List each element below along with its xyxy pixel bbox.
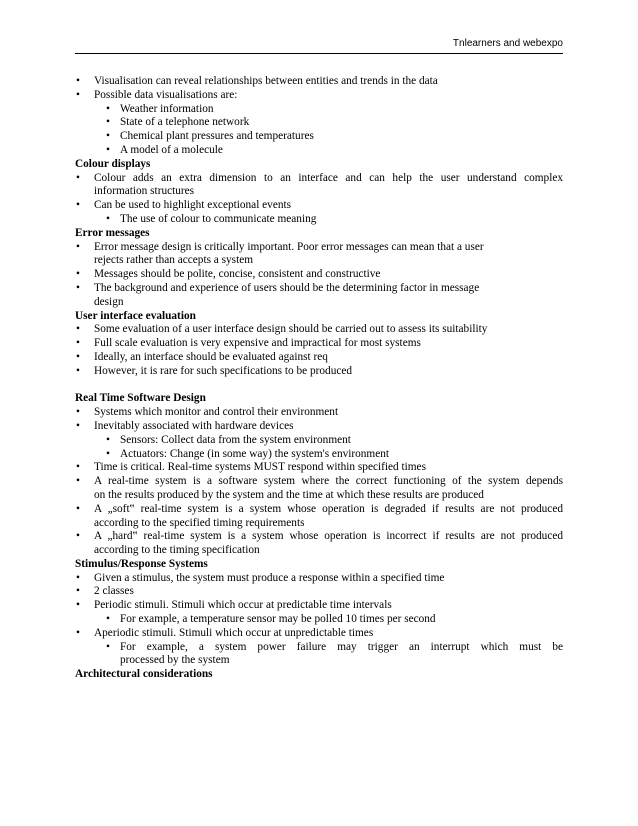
header-rule — [75, 53, 563, 54]
bullet-icon: • — [76, 475, 80, 488]
bullet-item — [75, 461, 563, 475]
bullet-continuation — [75, 489, 563, 503]
line-text: Colour adds an extra dimension to an interface and can help the user understand complex — [94, 171, 563, 184]
bullet-item — [75, 351, 563, 365]
bullet-icon: • — [106, 433, 110, 446]
bullet-icon: • — [76, 461, 80, 474]
line-text: However, it is rare for such specifications to be produced — [94, 364, 353, 377]
bullet-icon: • — [76, 240, 80, 253]
line-text: For example, a temperature sensor may be polled 10 times per second — [120, 613, 436, 626]
section-heading — [75, 558, 563, 572]
bullet-icon: • — [106, 130, 110, 143]
bullet-icon: • — [106, 102, 110, 115]
sub-bullet-item — [75, 434, 563, 448]
line-text: Possible data visualisations are: — [94, 88, 238, 101]
bullet-icon: • — [76, 502, 80, 515]
bullet-icon: • — [76, 364, 80, 377]
line-text: Architectural considerations — [75, 668, 213, 681]
line-text: The background and experience of users should be the determining factor in message — [94, 281, 480, 294]
section-heading — [75, 158, 563, 172]
bullet-icon: • — [106, 640, 110, 653]
line-text: A „hard‟ real-time system is a system whose operation is incorrect if results are not produced — [94, 530, 563, 543]
bullet-icon: • — [76, 323, 80, 336]
section-heading — [75, 392, 563, 406]
line-text: 2 classes — [94, 585, 134, 598]
bullet-icon: • — [76, 585, 80, 598]
bullet-icon: • — [76, 337, 80, 350]
bullet-item — [75, 337, 563, 351]
line-text: The use of colour to communicate meaning — [120, 212, 317, 225]
bullet-icon: • — [76, 171, 80, 184]
line-text: design — [94, 295, 124, 308]
bullet-icon: • — [76, 199, 80, 212]
line-text: Weather information — [120, 102, 214, 115]
line-text: A „soft‟ real-time system is a system whose operation is degraded if results are not produced — [94, 502, 563, 515]
sub-bullet-item — [75, 144, 563, 158]
sub-bullet-item — [75, 130, 563, 144]
bullet-item — [75, 503, 563, 517]
bullet-icon: • — [106, 212, 110, 225]
line-text: Error message design is critically important. Poor error messages can mean that a user — [94, 240, 484, 253]
bullet-item — [75, 89, 563, 103]
bullet-icon: • — [76, 406, 80, 419]
line-text: Sensors: Collect data from the system environment — [120, 433, 351, 446]
bullet-icon: • — [106, 116, 110, 129]
section-heading — [75, 227, 563, 241]
sub-bullet-continuation — [75, 654, 563, 668]
bullet-icon: • — [76, 88, 80, 101]
bullet-icon: • — [76, 599, 80, 612]
bullet-item — [75, 475, 563, 489]
line-text: Time is critical. Real-time systems MUST respond within specified times — [94, 461, 426, 474]
page-header: Tnlearners and webexpo — [452, 38, 563, 49]
line-text: rejects rather than accepts a system — [94, 254, 254, 267]
bullet-icon: • — [76, 571, 80, 584]
line-text: Colour displays — [75, 157, 151, 170]
line-text: processed by the system — [120, 654, 230, 667]
line-text: Full scale evaluation is very expensive and impractical for most systems — [94, 337, 421, 350]
line-text: Some evaluation of a user interface design should be carried out to assess its suitability — [94, 323, 488, 336]
sub-bullet-item — [75, 116, 563, 130]
document-body — [75, 75, 563, 682]
bullet-item — [75, 323, 563, 337]
line-text: A real-time system is a software system where the correct functioning of the system depends — [94, 475, 563, 488]
bullet-icon: • — [76, 530, 80, 543]
bullet-continuation — [75, 296, 563, 310]
line-text: Visualisation can reveal relationships between entities and trends in the data — [94, 75, 438, 87]
bullet-icon: • — [76, 281, 80, 294]
bullet-icon: • — [106, 143, 110, 156]
bullet-item — [75, 75, 563, 89]
line-text: For example, a system power failure may trigger an interrupt which must be — [120, 640, 563, 653]
bullet-item — [75, 530, 563, 544]
line-text: Stimulus/Response Systems — [75, 557, 208, 570]
bullet-item — [75, 282, 563, 296]
section-heading — [75, 310, 563, 324]
line-text: Messages should be polite, concise, consistent and constructive — [94, 268, 381, 281]
line-text: Inevitably associated with hardware devices — [94, 419, 294, 432]
bullet-icon: • — [76, 350, 80, 363]
bullet-icon: • — [76, 419, 80, 432]
bullet-icon: • — [76, 268, 80, 281]
line-text: according to the specified timing requirements — [94, 516, 305, 529]
line-text: Given a stimulus, the system must produce a response within a specified time — [94, 571, 445, 584]
bullet-item — [75, 172, 563, 186]
bullet-item — [75, 365, 563, 379]
bullet-continuation — [75, 517, 563, 531]
sub-bullet-item — [75, 613, 563, 627]
line-text: Aperiodic stimuli. Stimuli which occur at unpredictable times — [94, 626, 374, 639]
line-text: on the results produced by the system and the time at which these results are produced — [94, 488, 484, 501]
bullet-item — [75, 241, 563, 255]
bullet-continuation — [75, 544, 563, 558]
line-text: Actuators: Change (in some way) the system's environment — [120, 447, 390, 460]
bullet-icon: • — [106, 613, 110, 626]
line-text: according to the timing specification — [94, 544, 260, 557]
bullet-item — [75, 627, 563, 641]
bullet-item — [75, 268, 563, 282]
line-text: State of a telephone network — [120, 116, 250, 129]
section-heading — [75, 668, 563, 682]
line-text: information structures — [94, 185, 195, 198]
line-text: Chemical plant pressures and temperatures — [120, 130, 314, 143]
bullet-icon: • — [106, 447, 110, 460]
bullet-continuation — [75, 254, 563, 268]
bullet-item — [75, 406, 563, 420]
sub-bullet-item — [75, 103, 563, 117]
line-text: Can be used to highlight exceptional events — [94, 199, 292, 212]
paragraph-gap — [75, 379, 563, 393]
line-text: Systems which monitor and control their environment — [94, 406, 339, 419]
line-text: User interface evaluation — [75, 309, 196, 322]
line-text: A model of a molecule — [120, 143, 223, 156]
line-text: Error messages — [75, 226, 150, 239]
sub-bullet-item — [75, 213, 563, 227]
bullet-item — [75, 572, 563, 586]
bullet-continuation — [75, 185, 563, 199]
sub-bullet-item — [75, 448, 563, 462]
sub-bullet-item — [75, 641, 563, 655]
line-text: Ideally, an interface should be evaluated against req — [94, 350, 328, 363]
bullet-item — [75, 585, 563, 599]
bullet-icon: • — [76, 75, 80, 87]
bullet-icon: • — [76, 626, 80, 639]
line-text: Real Time Software Design — [75, 392, 206, 405]
bullet-item — [75, 199, 563, 213]
bullet-item — [75, 599, 563, 613]
line-text: Periodic stimuli. Stimuli which occur at predictable time intervals — [94, 599, 392, 612]
bullet-item — [75, 420, 563, 434]
